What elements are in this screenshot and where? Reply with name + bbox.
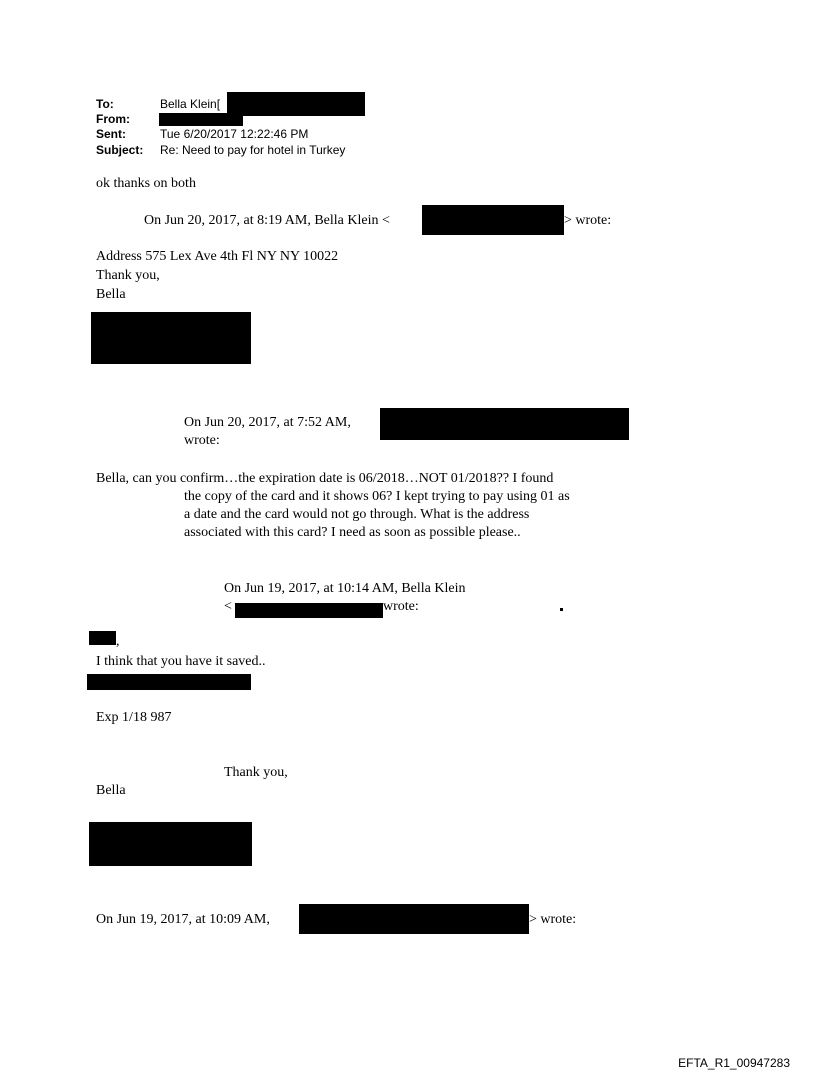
redaction-quote3-email <box>235 603 383 618</box>
confirm-line-2: the copy of the card and it shows 06? I kept trying to pay using 01 as <box>184 489 570 504</box>
quote4-suffix: > wrote: <box>529 912 577 927</box>
greeting-partial: , <box>116 634 120 649</box>
redaction-quote4-sender <box>299 904 529 934</box>
reply-text: ok thanks on both <box>96 176 196 191</box>
quote1-prefix: On Jun 20, 2017, at 8:19 AM, Bella Klein < <box>144 213 390 228</box>
sent-label: Sent: <box>96 127 126 141</box>
quote3-prefix: < <box>224 599 232 614</box>
redaction-signature-block <box>91 312 251 364</box>
confirm-line-3: a date and the card would not go through. What is the address <box>184 507 530 522</box>
redaction-quote1-email <box>422 205 564 235</box>
quote2-wrote: wrote: <box>184 433 220 448</box>
signature-name-2: Bella <box>96 783 126 798</box>
subject-label: Subject: <box>96 143 144 157</box>
redaction-signature-block-2 <box>89 822 252 866</box>
thanks-line: Thank you, <box>96 268 160 283</box>
saved-line: I think that you have it saved.. <box>96 654 266 669</box>
redaction-greeting <box>89 631 116 645</box>
quote1-suffix: > wrote: <box>564 213 612 228</box>
quote2-prefix: On Jun 20, 2017, at 7:52 AM, <box>184 415 351 430</box>
sent-value: Tue 6/20/2017 12:22:46 PM <box>160 127 309 141</box>
confirm-line-4: associated with this card? I need as soon as possible please.. <box>184 525 521 540</box>
quote3-suffix: wrote: <box>383 599 419 614</box>
document-id: EFTA_R1_00947283 <box>678 1056 790 1070</box>
address-line: Address 575 Lex Ave 4th Fl NY NY 10022 <box>96 249 339 264</box>
confirm-line-1: Bella, can you confirm…the expiration date is 06/2018…NOT 01/2018?? I found <box>96 471 554 486</box>
redaction-to-address <box>227 92 365 116</box>
subject-value: Re: Need to pay for hotel in Turkey <box>160 143 346 157</box>
redaction-from <box>159 113 243 126</box>
thanks-line-2: Thank you, <box>224 765 288 780</box>
exp-line: Exp 1/18 987 <box>96 710 172 725</box>
signature-name: Bella <box>96 287 126 302</box>
quote4-prefix: On Jun 19, 2017, at 10:09 AM, <box>96 912 270 927</box>
redaction-card-number <box>87 674 251 690</box>
to-label: To: <box>96 97 114 111</box>
to-value: Bella Klein[ <box>160 97 221 111</box>
quote3-line1: On Jun 19, 2017, at 10:14 AM, Bella Klein <box>224 581 466 596</box>
from-label: From: <box>96 112 130 126</box>
redaction-quote2-sender <box>380 408 629 440</box>
stray-mark <box>560 608 563 611</box>
